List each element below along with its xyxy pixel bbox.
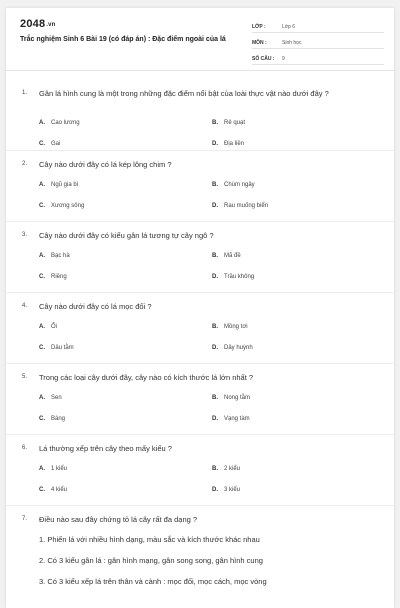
header-divider [6,70,394,71]
option-b[interactable]: B. Mã đề [212,253,241,259]
option-a[interactable]: A. 1 kiểu [39,466,68,472]
document-title: Trắc nghiệm Sinh 6 Bài 19 (có đáp án) : Đặc điểm ngoài của lá [20,36,226,43]
meta-value: 9 [282,56,285,62]
option-c[interactable]: C. 4 kiểu [39,487,68,493]
statement-item: 3. Có 3 kiểu xếp lá trên thân và cành : mọc đối, mọc cách, mọc vòng [39,577,267,586]
question-number: 6. [22,445,28,451]
option-b[interactable]: B. Chùm ngây [212,182,255,188]
question-number: 4. [22,303,28,309]
question-5 [6,364,394,435]
question-6 [6,435,394,506]
document-page [6,8,394,608]
meta-count-row [252,49,384,65]
meta-subject-row [252,33,384,49]
question-3 [6,222,394,293]
question-number: 2. [22,161,28,167]
question-2 [6,151,394,222]
statement-list [39,534,384,597]
option-b[interactable]: B. Nong tằm [212,395,251,401]
question-1 [6,80,394,151]
question-7 [6,506,394,586]
meta-value: Sinh học [282,40,302,46]
question-list [6,80,394,586]
option-d[interactable]: D. Dây huỳnh [212,345,253,351]
question-text: Cây nào dưới đây có lá mọc đối ? [39,302,152,311]
question-text: Gân lá hình cung là một trong những đặc điểm nổi bật của loài thực vật nào dưới đây ? [39,89,329,98]
meta-value: Lớp 6 [282,24,296,30]
question-text: Cây nào dưới đây có kiểu gân lá tương tự cây ngô ? [39,231,214,240]
option-c[interactable]: C. Bàng [39,416,66,422]
option-b[interactable]: B. 2 kiểu [212,466,241,472]
option-a[interactable]: A. Sen [39,395,62,401]
option-d[interactable]: D. Địa liền [212,141,245,147]
option-d[interactable]: D. 3 kiểu [212,487,241,493]
question-4 [6,293,394,364]
option-a[interactable]: A. Bạc hà [39,253,70,259]
option-d[interactable]: D. Rau muống biển [212,203,269,209]
meta-class-row [252,17,384,33]
meta-label: SỐ CÂU : [252,56,275,62]
document-meta [252,17,384,65]
option-c[interactable]: C. Xương sông [39,203,85,209]
site-logo-suffix: .vn [46,22,56,28]
option-d[interactable]: D. Trầu không [212,274,255,280]
meta-label: LỚP : [252,24,266,30]
question-text: Trong các loại cây dưới đây, cây nào có kích thước lá lớn nhất ? [39,373,254,382]
site-logo[interactable]: 2048.vn [20,18,56,30]
option-c[interactable]: C. Gai [39,141,61,147]
question-text: Cây nào dưới đây có lá kép lông chim ? [39,160,172,169]
question-number: 1. [22,90,28,96]
statement-item: 2. Có 3 kiểu gân lá : gân hình mạng, gân song song, gân hình cung [39,556,263,565]
option-b[interactable]: B. Mồng tơi [212,324,248,330]
statement-item: 1. Phiến lá với nhiều hình dạng, màu sắc và kích thước khác nhau [39,535,260,544]
option-c[interactable]: C. Riềng [39,274,67,280]
question-text: Lá thường xếp trên cây theo mấy kiểu ? [39,444,172,453]
question-text: Điều nào sau đây chứng tỏ lá cây rất đa dạng ? [39,515,198,524]
option-d[interactable]: D. Vạng tàm [212,416,250,422]
document-header [6,8,394,70]
meta-label: MÔN : [252,40,267,46]
question-number: 7. [22,516,28,522]
question-number: 5. [22,374,28,380]
option-a[interactable]: A. Cao lương [39,120,80,126]
option-c[interactable]: C. Dâu tằm [39,345,74,351]
option-a[interactable]: A. Ngũ gia bì [39,182,79,188]
option-a[interactable]: A. Ổi [39,324,57,330]
question-number: 3. [22,232,28,238]
option-b[interactable]: B. Rẻ quạt [212,120,246,126]
